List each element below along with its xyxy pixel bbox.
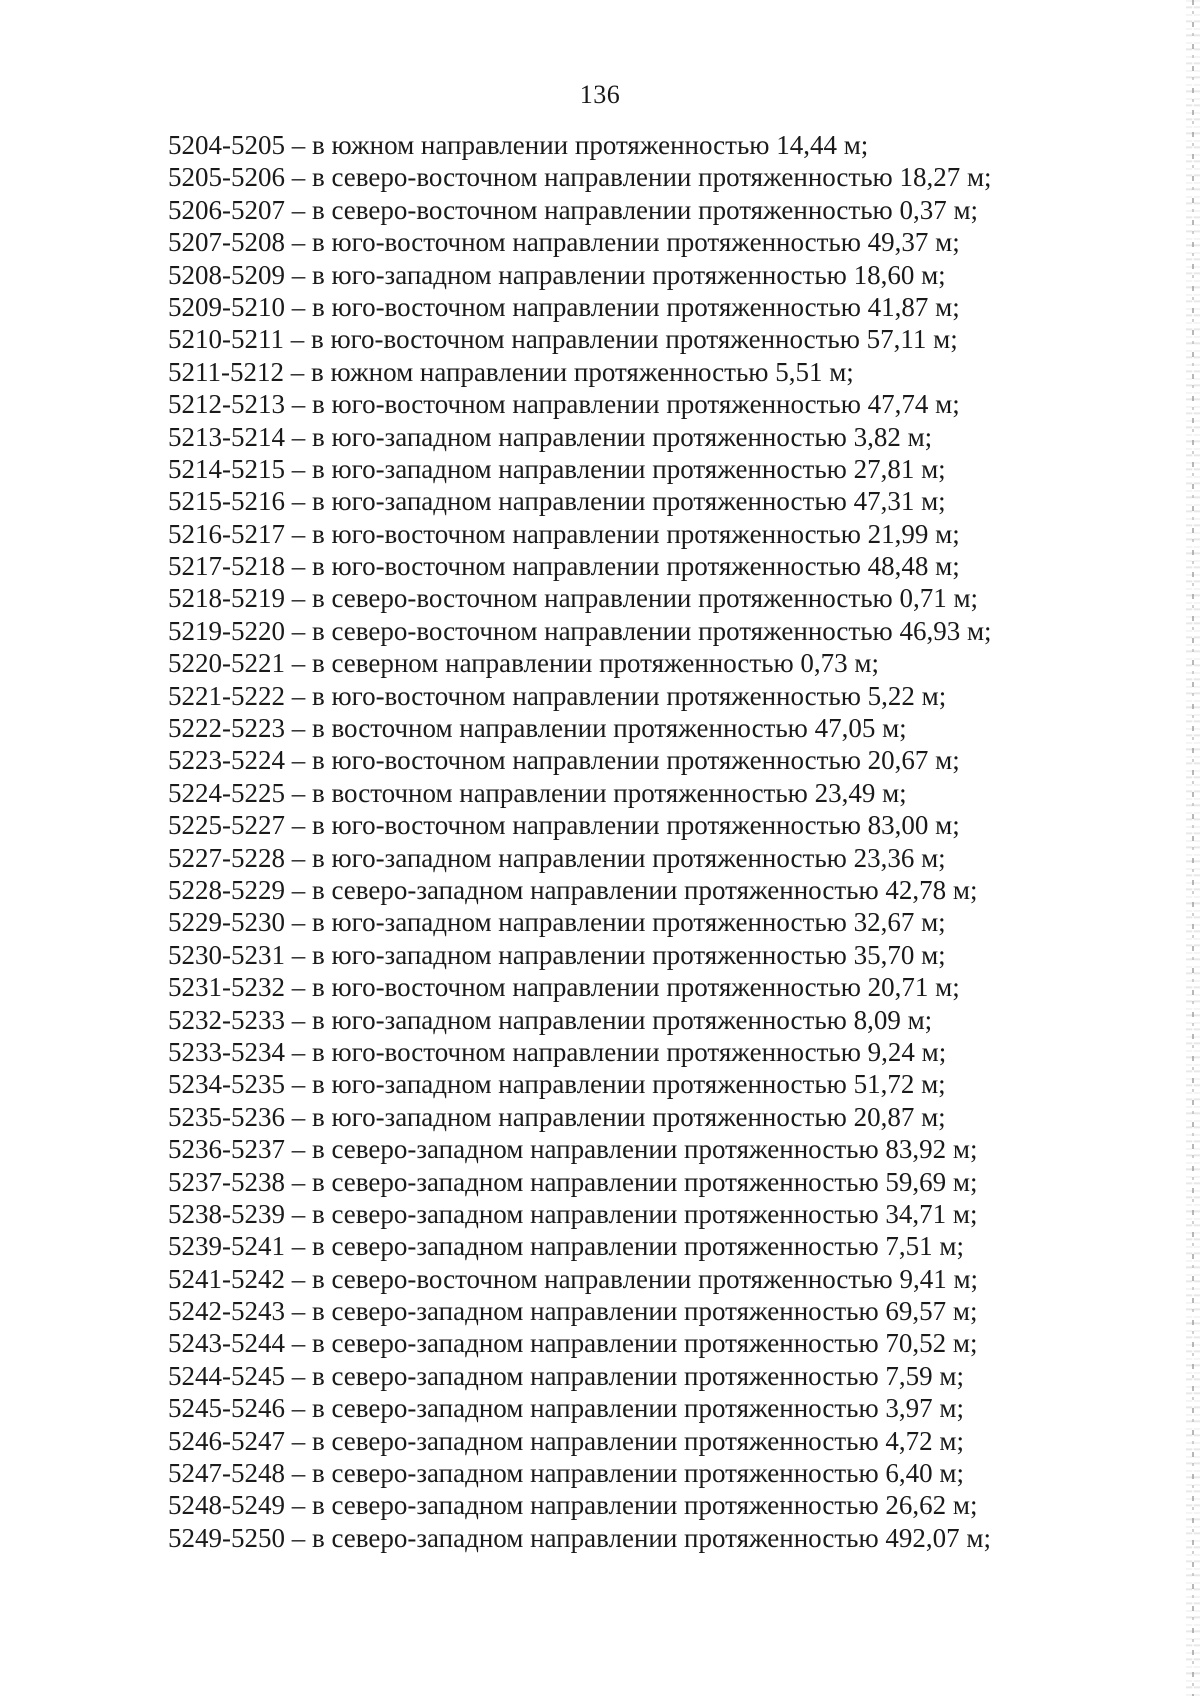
- boundary-segment-list: [168, 129, 992, 1554]
- boundary-segment-line: 5229-5230 – в юго-западном направлении протяженностью 32,67 м;: [168, 907, 946, 938]
- boundary-segment-line: 5214-5215 – в юго-западном направлении протяженностью 27,81 м;: [168, 453, 946, 484]
- boundary-segment-line: 5235-5236 – в юго-западном направлении протяженностью 20,87 м;: [168, 1101, 946, 1132]
- boundary-segment-line: 5210-5211 – в юго-восточном направлении протяженностью 57,11 м;: [168, 324, 958, 355]
- boundary-segment-line: 5248-5249 – в северо-западном направлении протяженностью 26,62 м;: [168, 1490, 978, 1521]
- boundary-segment-line: 5215-5216 – в юго-западном направлении протяженностью 47,31 м;: [168, 486, 946, 517]
- boundary-segment-line: 5219-5220 – в северо-восточном направлении протяженностью 46,93 м;: [168, 615, 992, 646]
- boundary-segment-line: 5242-5243 – в северо-западном направлении протяженностью 69,57 м;: [168, 1296, 978, 1327]
- boundary-segment-line: 5225-5227 – в юго-восточном направлении протяженностью 83,00 м;: [168, 810, 960, 841]
- boundary-segment-line: 5216-5217 – в юго-восточном направлении протяженностью 21,99 м;: [168, 518, 960, 549]
- boundary-segment-line: 5233-5234 – в юго-восточном направлении протяженностью 9,24 м;: [168, 1036, 947, 1067]
- boundary-segment-line: 5244-5245 – в северо-западном направлении протяженностью 7,59 м;: [168, 1360, 964, 1391]
- boundary-segment-line: 5243-5244 – в северо-западном направлении протяженностью 70,52 м;: [168, 1328, 978, 1359]
- boundary-segment-line: 5231-5232 – в юго-восточном направлении протяженностью 20,71 м;: [168, 972, 960, 1003]
- boundary-segment-line: 5211-5212 – в южном направлении протяженностью 5,51 м;: [168, 356, 854, 387]
- boundary-segment-line: 5204-5205 – в южном направлении протяженностью 14,44 м;: [168, 130, 869, 160]
- boundary-segment-line: 5209-5210 – в юго-восточном направлении протяженностью 41,87 м;: [168, 291, 960, 322]
- boundary-segment-line: 5222-5223 – в восточном направлении протяженностью 47,05 м;: [168, 713, 907, 744]
- boundary-segment-line: 5236-5237 – в северо-западном направлении протяженностью 83,92 м;: [168, 1134, 978, 1165]
- boundary-segment-line: 5207-5208 – в юго-восточном направлении протяженностью 49,37 м;: [168, 227, 960, 258]
- boundary-segment-line: 5237-5238 – в северо-западном направлении протяженностью 59,69 м;: [168, 1166, 978, 1197]
- boundary-segment-line: 5220-5221 – в северном направлении протяженностью 0,73 м;: [168, 648, 880, 679]
- boundary-segment-line: 5223-5224 – в юго-восточном направлении протяженностью 20,67 м;: [168, 745, 960, 776]
- boundary-segment-line: 5241-5242 – в северо-восточном направлении протяженностью 9,41 м;: [168, 1263, 979, 1294]
- boundary-segment-line: 5230-5231 – в юго-западном направлении протяженностью 35,70 м;: [168, 939, 946, 970]
- boundary-segment-line: 5206-5207 – в северо-восточном направлении протяженностью 0,37 м;: [168, 194, 979, 225]
- boundary-segment-line: 5208-5209 – в юго-западном направлении протяженностью 18,60 м;: [168, 259, 946, 290]
- boundary-segment-line: 5213-5214 – в юго-западном направлении протяженностью 3,82 м;: [168, 421, 933, 452]
- boundary-segment-line: 5234-5235 – в юго-западном направлении протяженностью 51,72 м;: [168, 1069, 946, 1100]
- boundary-segment-line: 5246-5247 – в северо-западном направлении протяженностью 4,72 м;: [168, 1425, 964, 1456]
- boundary-segment-line: 5232-5233 – в юго-западном направлении протяженностью 8,09 м;: [168, 1004, 933, 1035]
- boundary-segment-line: 5238-5239 – в северо-западном направлении протяженностью 34,71 м;: [168, 1198, 978, 1229]
- boundary-segment-line: 5227-5228 – в юго-западном направлении протяженностью 23,36 м;: [168, 842, 946, 873]
- boundary-segment-line: 5249-5250 – в северо-западном направлении протяженностью 492,07 м;: [168, 1522, 991, 1553]
- boundary-segment-line: 5245-5246 – в северо-западном направлении протяженностью 3,97 м;: [168, 1393, 964, 1424]
- boundary-segment-line: 5218-5219 – в северо-восточном направлении протяженностью 0,71 м;: [168, 583, 979, 614]
- boundary-segment-line: 5212-5213 – в юго-восточном направлении протяженностью 47,74 м;: [168, 389, 960, 420]
- boundary-segment-line: 5224-5225 – в восточном направлении протяженностью 23,49 м;: [168, 777, 907, 808]
- boundary-segment-line: 5239-5241 – в северо-западном направлении протяженностью 7,51 м;: [168, 1231, 964, 1262]
- boundary-segment-line: 5228-5229 – в северо-западном направлении протяженностью 42,78 м;: [168, 874, 978, 905]
- boundary-segment-line: 5247-5248 – в северо-западном направлении протяженностью 6,40 м;: [168, 1458, 964, 1489]
- boundary-segment-line: 5217-5218 – в юго-восточном направлении протяженностью 48,48 м;: [168, 551, 960, 582]
- scan-edge-line: [1192, 0, 1194, 1696]
- boundary-segment-line: 5205-5206 – в северо-восточном направлении протяженностью 18,27 м;: [168, 162, 992, 193]
- page-number: 136: [579, 80, 621, 109]
- boundary-segment-line: 5221-5222 – в юго-восточном направлении протяженностью 5,22 м;: [168, 680, 947, 711]
